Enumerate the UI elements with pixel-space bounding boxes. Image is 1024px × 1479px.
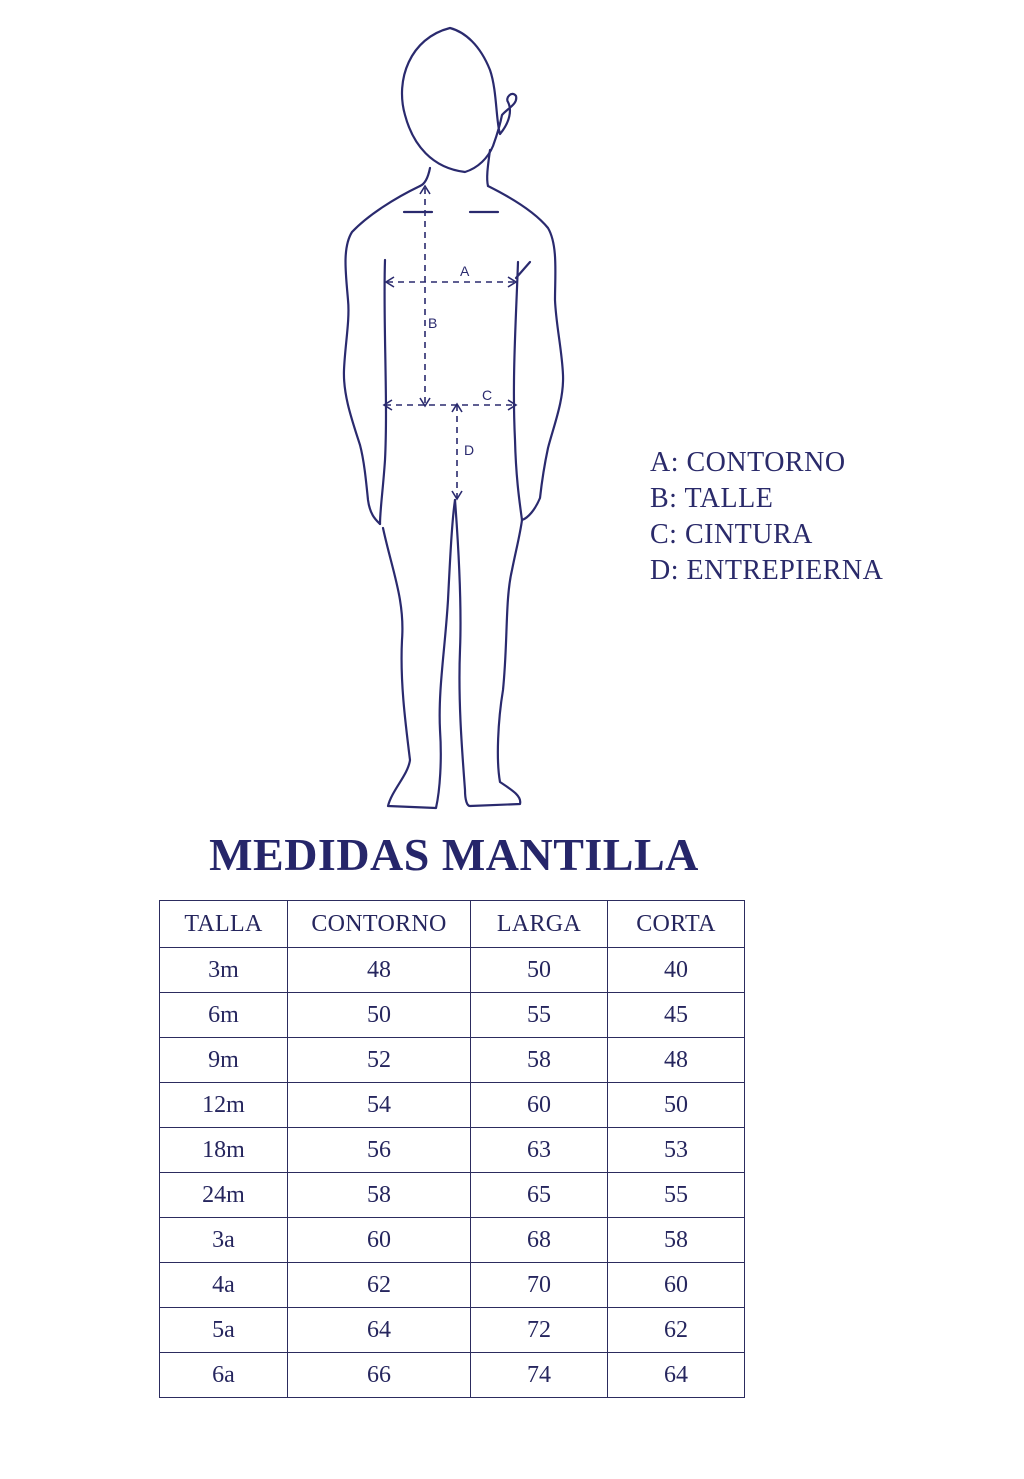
cell-talla: 18m [160,1128,288,1173]
cell-larga: 50 [471,948,608,993]
cell-contorno: 64 [288,1308,471,1353]
cell-contorno: 56 [288,1128,471,1173]
cell-talla: 5a [160,1308,288,1353]
table-row [160,1038,745,1083]
cell-corta: 60 [608,1263,745,1308]
cell-corta: 45 [608,993,745,1038]
table-row [160,1128,745,1173]
legend-item-cintura: C: CINTURA [650,519,813,550]
cell-corta: 50 [608,1083,745,1128]
cell-larga: 72 [471,1308,608,1353]
legend-item-talle: B: TALLE [650,483,774,514]
column-header-larga: LARGA [471,901,608,948]
table-row [160,1173,745,1218]
cell-corta: 40 [608,948,745,993]
cell-corta: 62 [608,1308,745,1353]
silhouette-outline [344,28,563,808]
cell-corta: 64 [608,1353,745,1398]
cell-talla: 3a [160,1218,288,1263]
cell-contorno: 52 [288,1038,471,1083]
cell-talla: 3m [160,948,288,993]
label-b: B [428,315,438,331]
legend-item-entrepierna: D: ENTREPIERNA [650,555,884,586]
label-c: C [482,387,493,403]
table-row [160,1308,745,1353]
table-row [160,1263,745,1308]
cell-contorno: 60 [288,1218,471,1263]
cell-larga: 70 [471,1263,608,1308]
cell-larga: 65 [471,1173,608,1218]
table-row [160,1218,745,1263]
cell-contorno: 66 [288,1353,471,1398]
cell-contorno: 48 [288,948,471,993]
measurement-legend [650,445,883,589]
cell-corta: 53 [608,1128,745,1173]
table-row [160,1083,745,1128]
cell-larga: 63 [471,1128,608,1173]
page-title: MEDIDAS MANTILLA [209,829,699,880]
cell-larga: 58 [471,1038,608,1083]
column-header-contorno: CONTORNO [288,901,471,948]
cell-larga: 74 [471,1353,608,1398]
table-row [160,1353,745,1398]
column-header-talla: TALLA [160,901,288,948]
cell-talla: 24m [160,1173,288,1218]
cell-contorno: 62 [288,1263,471,1308]
table-row [160,993,745,1038]
cell-corta: 48 [608,1038,745,1083]
cell-talla: 9m [160,1038,288,1083]
cell-talla: 6m [160,993,288,1038]
size-table [159,900,745,1398]
cell-larga: 68 [471,1218,608,1263]
column-header-corta: CORTA [608,901,745,948]
cell-corta: 55 [608,1173,745,1218]
cell-contorno: 54 [288,1083,471,1128]
label-d: D [464,442,475,458]
table-header-row [160,901,745,948]
cell-contorno: 58 [288,1173,471,1218]
cell-talla: 12m [160,1083,288,1128]
cell-contorno: 50 [288,993,471,1038]
label-a: A [460,263,470,279]
measurement-guides [384,186,516,499]
cell-corta: 58 [608,1218,745,1263]
cell-talla: 4a [160,1263,288,1308]
cell-larga: 55 [471,993,608,1038]
table-row [160,948,745,993]
legend-item-contorno: A: CONTORNO [650,447,846,478]
cell-larga: 60 [471,1083,608,1128]
cell-talla: 6a [160,1353,288,1398]
